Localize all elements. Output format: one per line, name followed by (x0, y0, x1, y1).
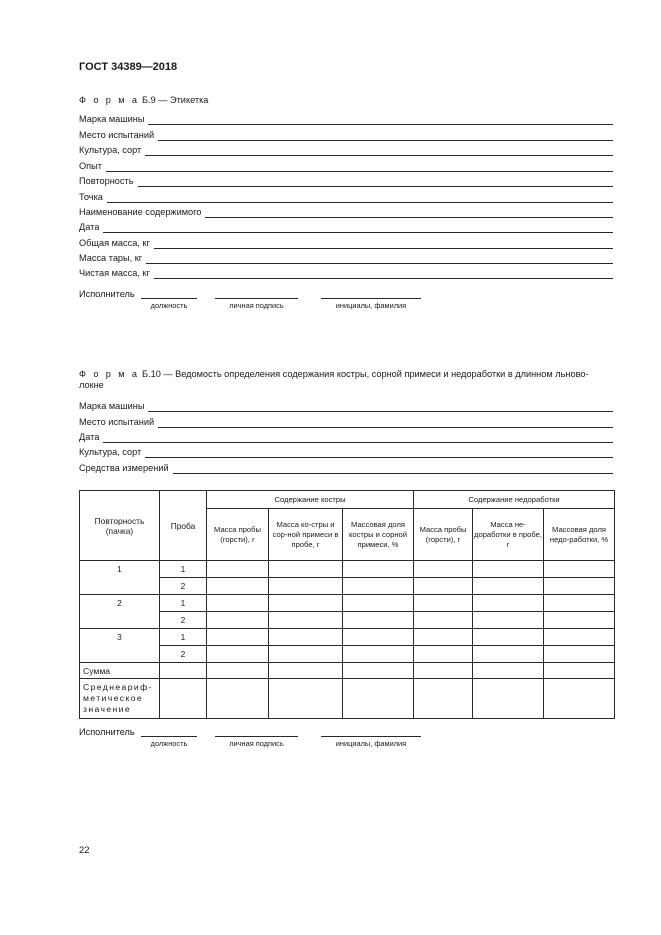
form-prefix: Ф о р м а (79, 369, 140, 379)
field-crop-variety[interactable]: Культура, сорт (79, 444, 613, 458)
field-crop-variety[interactable]: Культура, сорт (79, 142, 613, 156)
field-repetition[interactable]: Повторность (79, 173, 613, 187)
signature-sign-line[interactable] (215, 297, 298, 299)
form-b10-title (79, 369, 614, 391)
field-measuring-instruments[interactable]: Средства измерений (79, 460, 613, 474)
field-point[interactable]: Точка (79, 189, 613, 203)
signature-position-line[interactable] (141, 735, 197, 737)
signature-position-line[interactable] (141, 297, 197, 299)
table-row: 3 1 (80, 629, 615, 646)
header-repetition: Повторность (пачка) (80, 491, 160, 561)
header-underprocess-content: Содержание недоработки (414, 491, 615, 509)
page-number: 22 (79, 845, 90, 856)
header-shive-content: Содержание костры (207, 491, 414, 509)
field-net-mass[interactable]: Чистая масса, кг (79, 265, 613, 279)
field-date[interactable]: Дата (79, 219, 613, 233)
header-probe: Проба (160, 491, 207, 561)
signature-name-line[interactable] (321, 297, 421, 299)
signature-label: Исполнитель (79, 727, 135, 737)
measurement-table (79, 490, 615, 719)
table-row: 1 1 (80, 561, 615, 578)
field-test-site[interactable]: Место испытаний (79, 414, 613, 428)
field-date[interactable]: Дата (79, 429, 613, 443)
table-row: 2 (80, 612, 615, 629)
signature-name-line[interactable] (321, 735, 421, 737)
form-title-continuation: локне (79, 380, 104, 390)
table-row: 2 (80, 578, 615, 595)
caption-position: должность (150, 301, 188, 310)
subheader-sample-mass: Масса пробы (горсти), г (207, 509, 269, 561)
table-row: 2 (80, 646, 615, 663)
field-gross-mass[interactable]: Общая масса, кг (79, 235, 613, 249)
signature-sign-line[interactable] (215, 735, 298, 737)
table-row: 2 1 (80, 595, 615, 612)
form-title-text: Б.10 — Ведомость определения содержания костры, сорной примеси и недоработки в длинном льново- (142, 369, 589, 379)
document-header: ГОСТ 34389—2018 (79, 61, 178, 73)
table-row-sum: Сумма (80, 663, 615, 679)
subheader-shive-mass: Масса ко-стры и сор-ной примеси в пробе, г (269, 509, 343, 561)
subheader-underprocess-share: Массовая доля недо-работки, % (544, 509, 615, 561)
field-contents-name[interactable]: Наименование содержимого (79, 204, 613, 218)
field-experiment[interactable]: Опыт (79, 158, 613, 172)
table-row-mean: Среднеариф-метическое значение (80, 679, 615, 719)
field-tare-mass[interactable]: Масса тары, кг (79, 250, 613, 264)
field-machine-brand[interactable]: Марка машины (79, 398, 613, 412)
subheader-sample-mass-2: Масса пробы (горсти), г (414, 509, 473, 561)
caption-sign: личная подпись (229, 739, 284, 748)
form-title-text: Б.9 — Этикетка (142, 95, 209, 105)
form-prefix: Ф о р м а (79, 95, 140, 105)
subheader-underprocess-mass: Масса не-доработки в пробе, г (473, 509, 544, 561)
caption-name: инициалы, фамилия (335, 739, 407, 748)
caption-sign: личная подпись (229, 301, 284, 310)
field-test-site[interactable]: Место испытаний (79, 127, 613, 141)
subheader-shive-share: Массовая доля костры и сорной примеси, % (343, 509, 414, 561)
caption-position: должность (150, 739, 188, 748)
field-machine-brand[interactable]: Марка машины (79, 111, 613, 125)
signature-label: Исполнитель (79, 289, 135, 299)
caption-name: инициалы, фамилия (335, 301, 407, 310)
form-b9-title (79, 95, 208, 105)
